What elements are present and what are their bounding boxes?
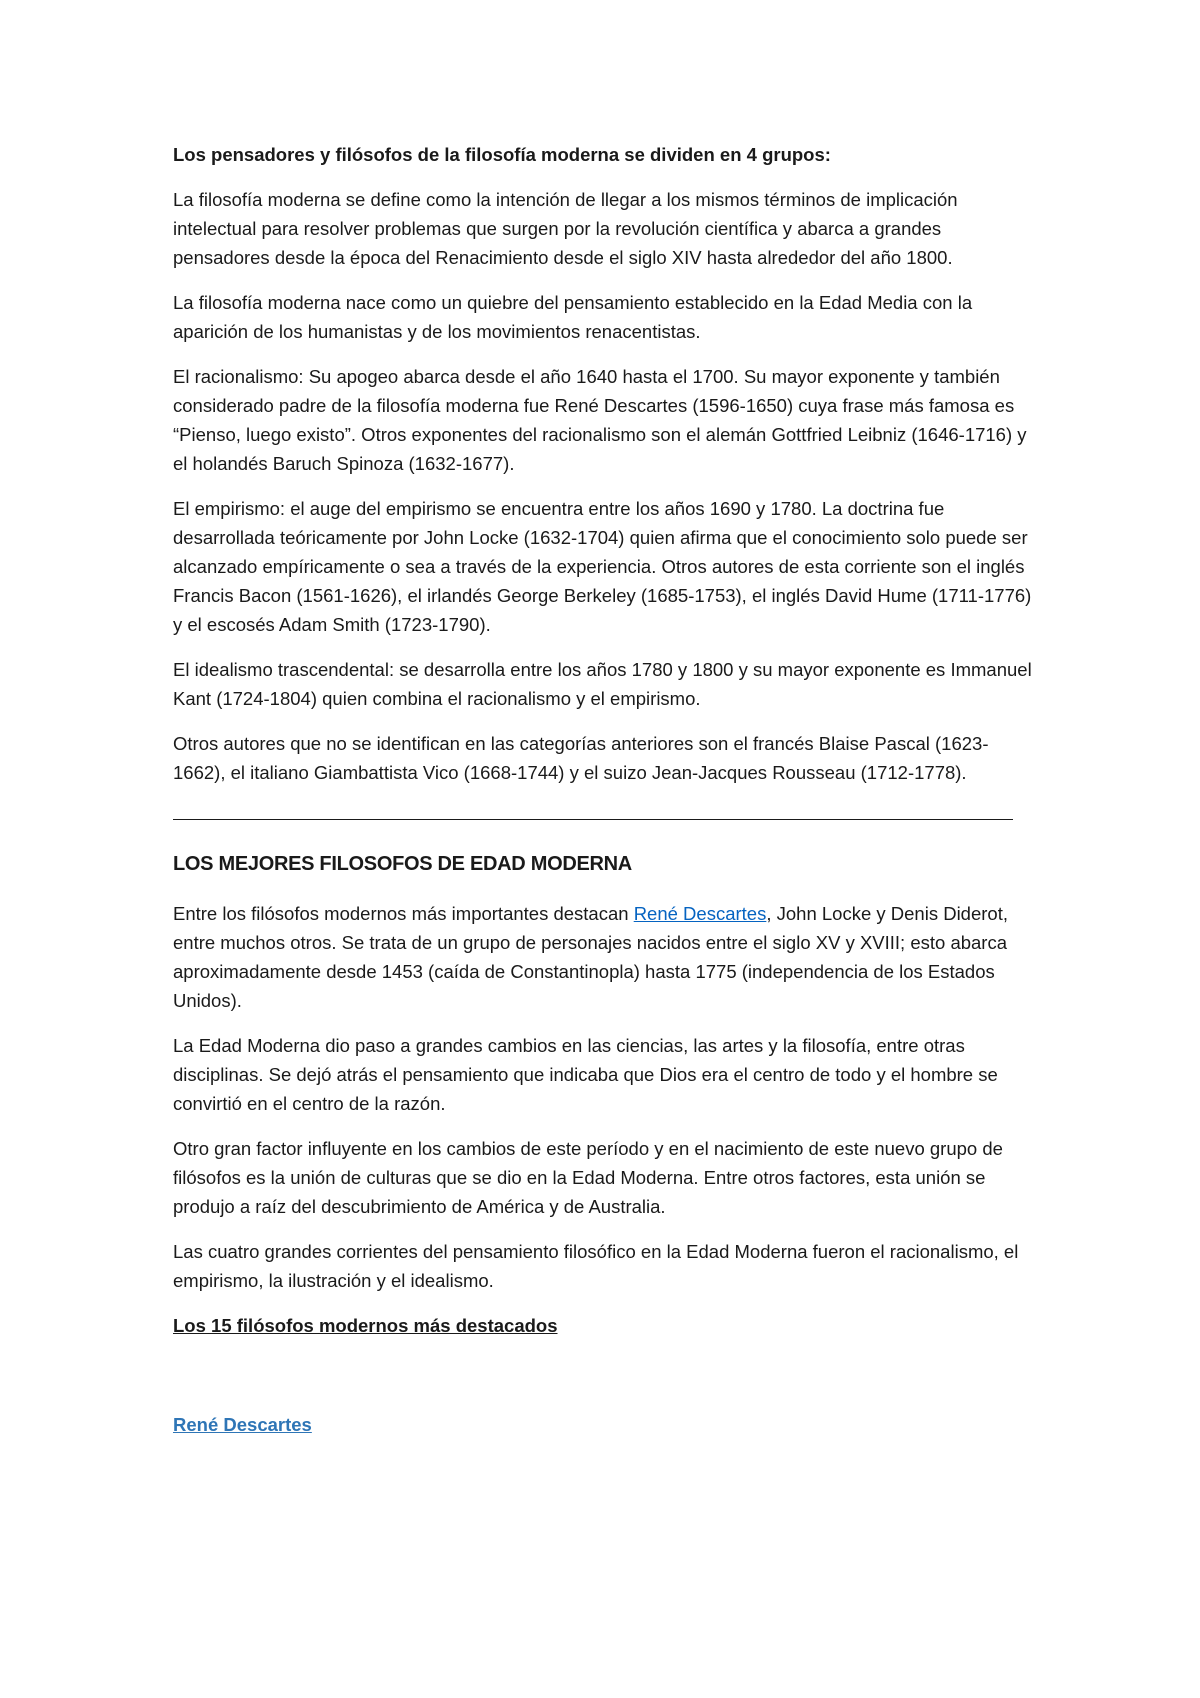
paragraph-changes: La Edad Moderna dio paso a grandes cambios en las ciencias, las artes y la filosofía, entre otras disciplinas. Se dejó atrás el pensamiento que indicaba que Dios era el centro de todo y el hombre se convirtió en el centro de la razón. [173,1035,998,1114]
paragraph-empiricism: El empirismo: el auge del empirismo se encuentra entre los años 1690 y 1780. La doctrina fue desarrollada teóricamente por John Locke (1632-1704) quien afirma que el conocimiento solo puede ser alcanzado empíricamente o sea a través de la experiencia. Otros autores de esta corriente son el inglés Francis Bacon (1561-1626), el irlandés George Berkeley (1685-1753), el inglés David Hume (1711-1776) y el escosés Adam Smith (1723-1790). [173,498,1032,635]
subheading-top-15: Los 15 filósofos modernos más destacados [173,1315,558,1336]
intro-text-end: , John Locke y Denis Diderot, entre muchos otros. Se trata de un grupo de personajes nacidos entre el siglo XV y XVIII; esto abarca aproximadamente desde 1453 (caída de Constantinopla) hasta 1775 (independencia de los Estados Unidos). [173,903,1008,1011]
section-title: LOS MEJORES FILOSOFOS DE EDAD MODERNA [173,853,632,875]
paragraph-section-intro [173,899,1035,1015]
paragraph-idealism: El idealismo trascendental: se desarrolla entre los años 1780 y 1800 y su mayor exponente es Immanuel Kant (1724-1804) quien combina el racionalismo y el empirismo. [173,659,1032,709]
philosopher-link-descartes[interactable]: René Descartes [173,1414,312,1435]
dashed-separator [173,791,1013,820]
paragraph-definition: La filosofía moderna se define como la intención de llegar a los mismos términos de implicación intelectual para resolver problemas que surgen por la revolución científica y abarca a grandes pensadores desde la época del Renacimiento desde el siglo XIV hasta alrededor del año 1800. [173,189,958,268]
paragraph-origin: La filosofía moderna nace como un quiebre del pensamiento establecido en la Edad Media con la aparición de los humanistas y de los movimientos renacentistas. [173,292,973,342]
document-page [173,140,1035,1455]
paragraph-currents: Las cuatro grandes corrientes del pensamiento filosófico en la Edad Moderna fueron el racionalismo, el empirismo, la ilustración y el idealismo. [173,1241,1019,1291]
descartes-inline-link[interactable]: René Descartes [633,903,767,924]
paragraph-factors: Otro gran factor influyente en los cambios de este período y en el nacimiento de este nuevo grupo de filósofos es la unión de culturas que se dio en la Edad Moderna. Entre otros factores, esta unión se produjo a raíz del descubrimiento de América y de Australia. [173,1138,1003,1217]
intro-text-middle: más importantes destacan [406,903,634,924]
intro-text-start: Entre los [173,903,252,924]
intro-heading: Los pensadores y filósofos de la filosofía moderna se dividen en 4 grupos: [173,144,831,165]
intro-bold-phrase: filósofos modernos [251,903,407,924]
paragraph-other-authors: Otros autores que no se identifican en las categorías anteriores son el francés Blaise Pascal (1623-1662), el italiano Giambattista Vico (1668-1744) y el suizo Jean-Jacques Rousseau (1712-1778). [173,733,989,783]
paragraph-rationalism: El racionalismo: Su apogeo abarca desde el año 1640 hasta el 1700. Su mayor exponente y también considerado padre de la filosofía moderna fue René Descartes (1596-1650) cuya frase más famosa es “Pienso, luego existo”. Otros exponentes del racionalismo son el alemán Gottfried Leibniz (1646-1716) y el holandés Baruch Spinoza (1632-1677). [173,366,1027,474]
